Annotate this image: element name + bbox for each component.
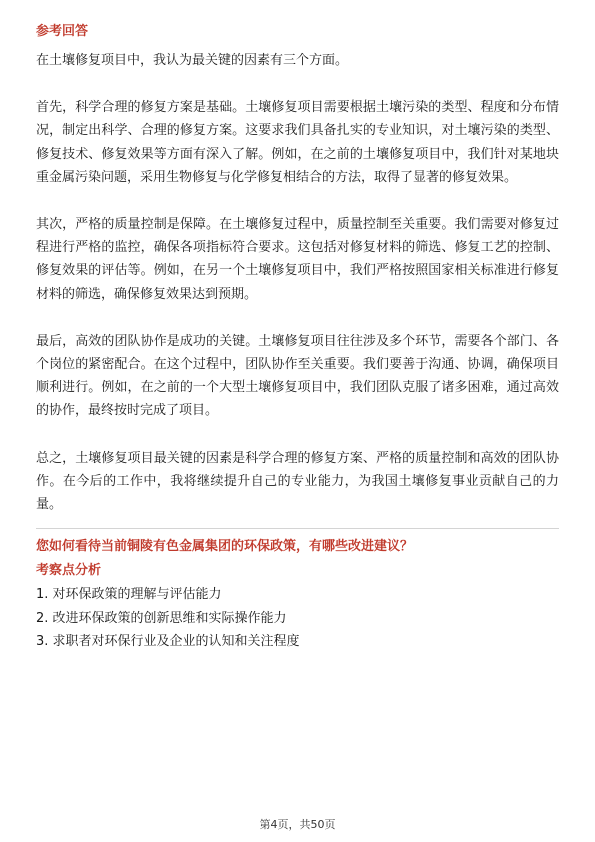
reference-answer-heading: 参考回答 bbox=[36, 24, 89, 39]
answer-paragraph-summary: 总之，土壤修复项目最关键的因素是科学合理的修复方案、严格的质量控制和高效的团队协作。在今后的工作中，我将继续提升自己的专业能力，为我国土壤修复事业贡献自己的力量。 bbox=[36, 450, 559, 513]
document-page bbox=[36, 22, 559, 654]
analysis-points-list bbox=[36, 583, 559, 654]
answer-intro: 在土壤修复项目中，我认为最关键的因素有三个方面。 bbox=[36, 53, 349, 68]
analysis-point: 3. 求职者对环保行业及企业的认知和关注程度 bbox=[36, 634, 300, 650]
page-number-footer: 第4页，共50页 bbox=[259, 818, 336, 831]
section-divider bbox=[36, 528, 559, 529]
analysis-point: 2. 改进环保政策的创新思维和实际操作能力 bbox=[36, 610, 287, 626]
answer-paragraph-second: 其次，严格的质量控制是保障。在土壤修复过程中，质量控制至关重要。我们需要对修复过程进行严格的监控，确保各项指标符合要求。这包括对修复材料的筛选、修复工艺的控制、修复效果的评估等。例如，在另一个土壤修复项目中，我们严格按照国家相关标准进行修复材料的筛选，确保修复效果达到预期。 bbox=[36, 217, 559, 302]
analysis-heading: 考察点分析 bbox=[36, 563, 102, 579]
answer-paragraph-first: 首先，科学合理的修复方案是基础。土壤修复项目需要根据土壤污染的类型、程度和分布情况，制定出科学、合理的修复方案。这要求我们具备扎实的专业知识，对土壤污染的类型、修复技术、修复效果等方面有深入了解。例如，在之前的土壤修复项目中，我们针对某地块重金属污染问题，采用生物修复与化学修复相结合的方法，取得了显著的修复效果。 bbox=[36, 100, 559, 185]
answer-paragraph-third: 最后，高效的团队协作是成功的关键。土壤修复项目往往涉及多个环节，需要各个部门、各个岗位的紧密配合。在这个过程中，团队协作至关重要。我们要善于沟通、协调，确保项目顺利进行。例如，在之前的一个大型土壤修复项目中，我们团队克服了诸多困难，通过高效的协作，最终按时完成了项目。 bbox=[36, 333, 559, 419]
analysis-point: 1. 对环保政策的理解与评估能力 bbox=[36, 587, 222, 603]
next-question-title: 您如何看待当前铜陵有色金属集团的环保政策，有哪些改进建议？ bbox=[36, 539, 414, 555]
